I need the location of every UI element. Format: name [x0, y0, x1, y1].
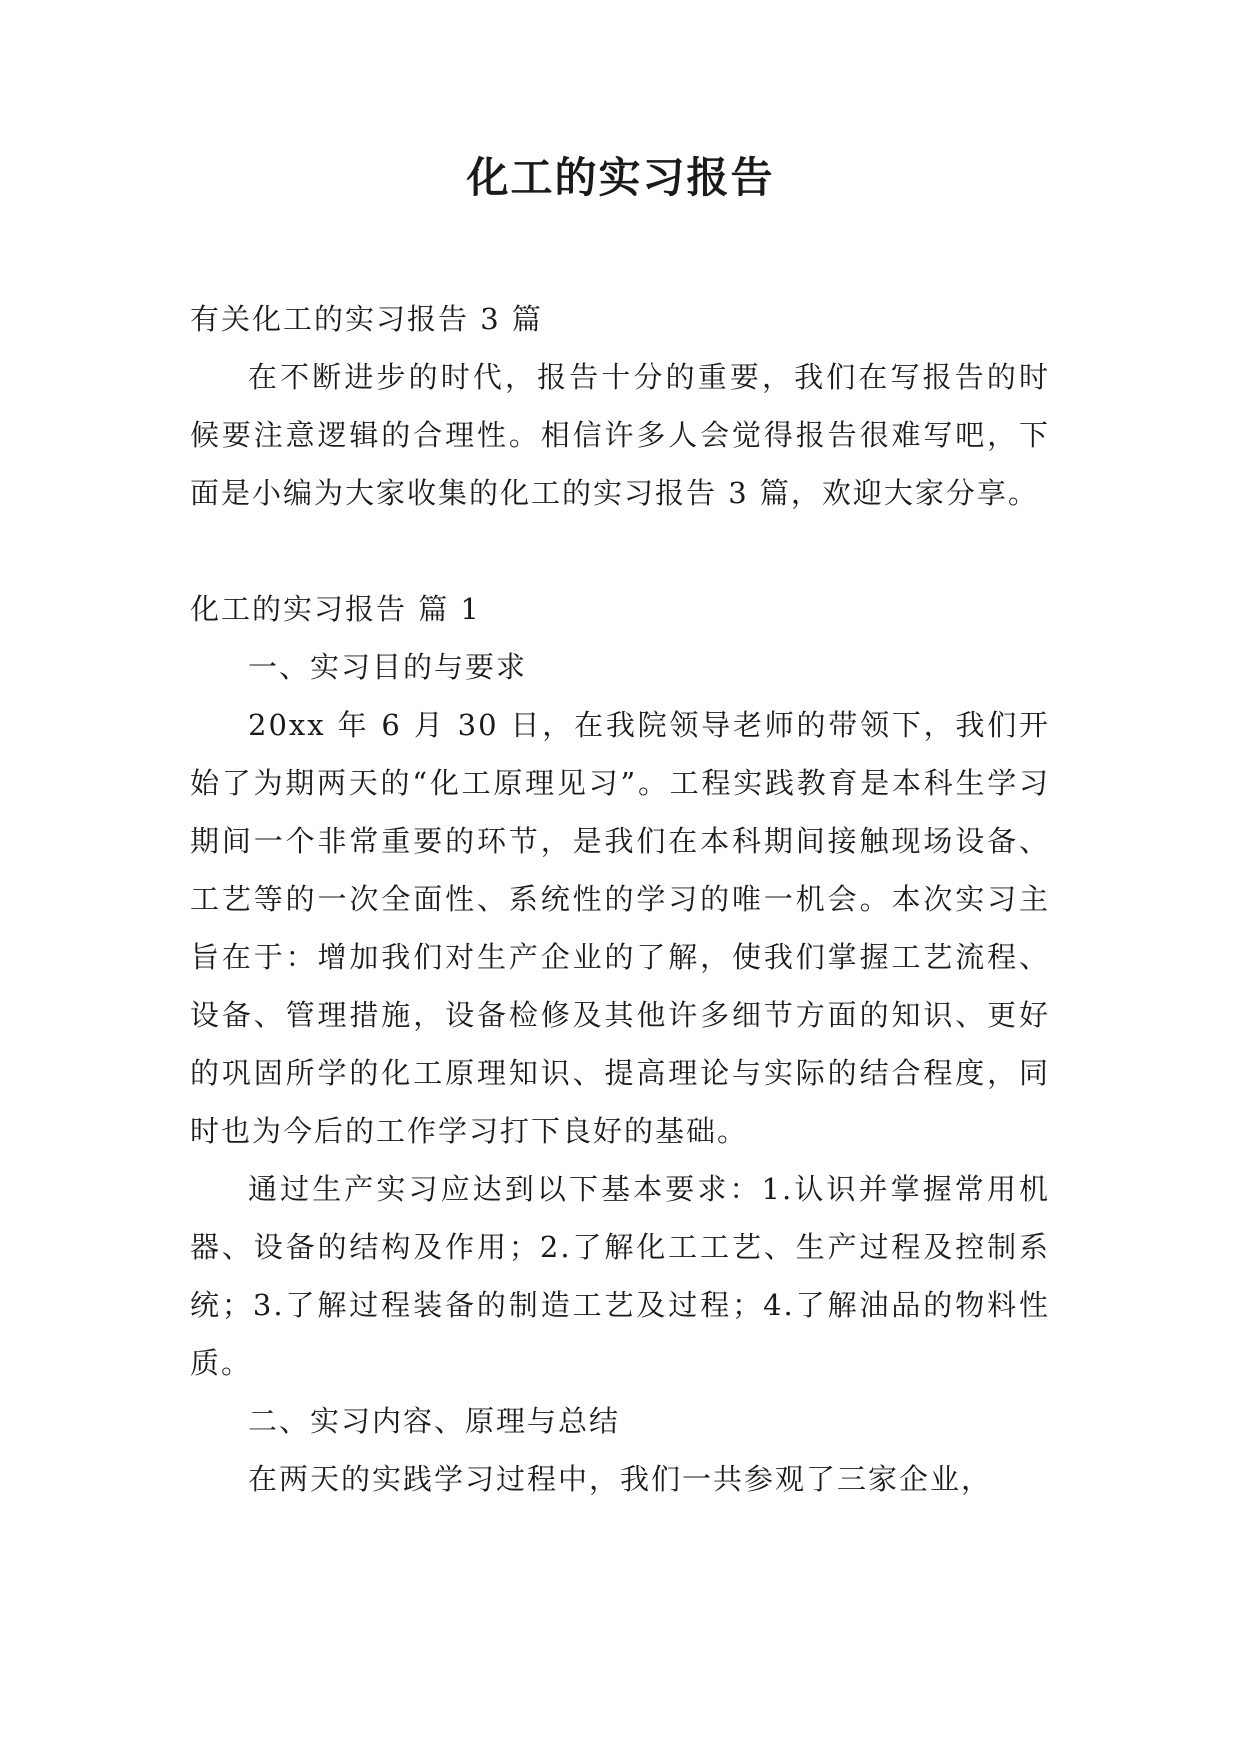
paragraph-gap: [190, 522, 1050, 580]
document-title: 化工的实习报告: [466, 153, 775, 202]
section-heading: 化工的实习报告 篇 1: [190, 592, 481, 626]
document-body: [190, 290, 1050, 1508]
document-subtitle: 有关化工的实习报告 3 篇: [190, 302, 543, 336]
part2-paragraph: 在两天的实践学习过程中，我们一共参观了三家企业，: [248, 1462, 993, 1496]
part1-paragraph: 20xx 年 6 月 30 日，在我院领导老师的带领下，我们开始了为期两天的“化工原理见习”。工程实践教育是本科生学习期间一个非常重要的环节，是我们在本科期间接触现场设备、工艺等的一次全面性、系统性的学习的唯一机会。本次实习主旨在于：增加我们对生产企业的了解，使我们掌握工艺流程、设备、管理措施，设备检修及其他许多细节方面的知识、更好的巩固所学的化工原理知识、提高理论与实际的结合程度，同时也为今后的工作学习打下良好的基础。: [190, 708, 1050, 1148]
part1-heading: 一、实习目的与要求: [248, 650, 528, 684]
requirements-paragraph: 通过生产实习应达到以下基本要求：1.认识并掌握常用机器、设备的结构及作用；2.了解化工工艺、生产过程及控制系统；3.了解过程装备的制造工艺及过程；4.了解油品的物料性质。: [190, 1172, 1050, 1380]
part2-heading: 二、实习内容、原理与总结: [248, 1404, 621, 1438]
intro-paragraph: 在不断进步的时代，报告十分的重要，我们在写报告的时候要注意逻辑的合理性。相信许多人会觉得报告很难写吧，下面是小编为大家收集的化工的实习报告 3 篇，欢迎大家分享。: [190, 360, 1050, 510]
